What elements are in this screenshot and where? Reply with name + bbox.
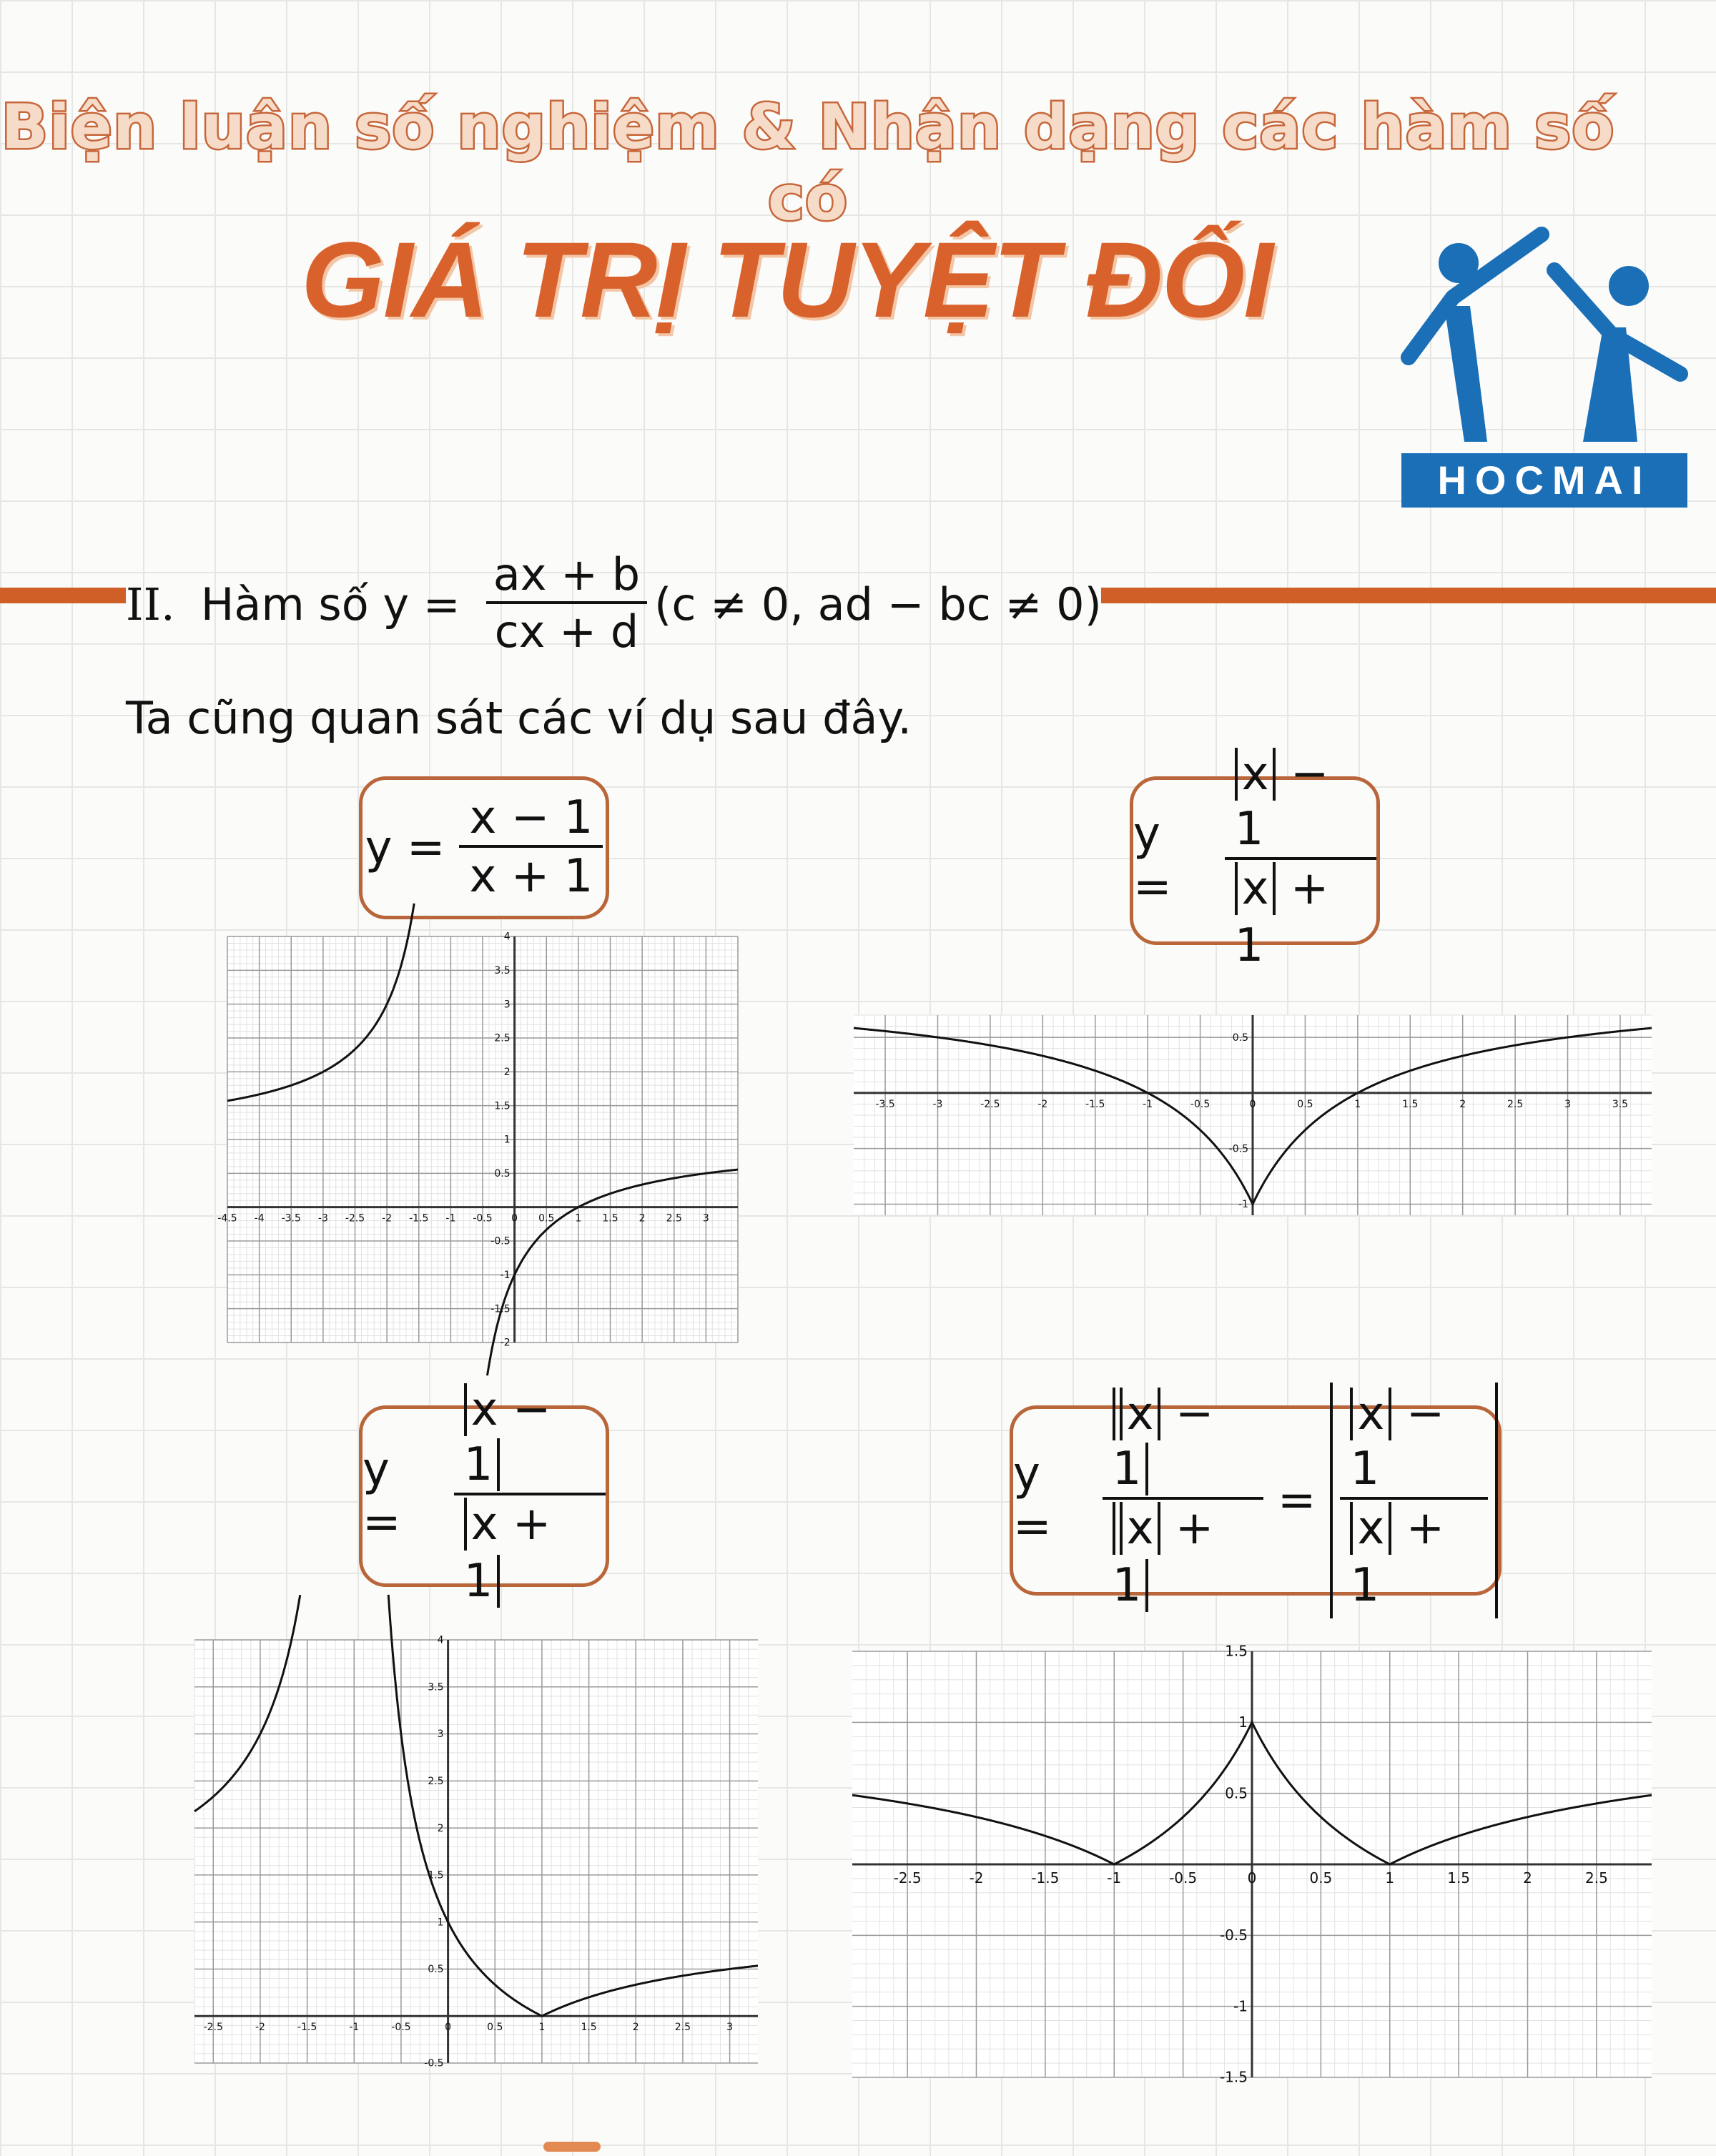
section-label: Hàm số y = <box>200 578 460 631</box>
section-number: II. <box>126 578 175 631</box>
section-bar-right <box>1101 588 1716 603</box>
x-tick-label: 2 <box>638 1212 646 1225</box>
formula-4a-num <box>1103 1387 1263 1500</box>
y-tick-label: -1.5 <box>1219 2068 1248 2086</box>
x-tick-label: 3 <box>1564 1098 1571 1110</box>
y-tick-label: 1.5 <box>494 1100 511 1112</box>
chart-svg <box>854 1015 1652 1215</box>
x-tick-label: -2 <box>1037 1098 1048 1110</box>
x-tick-label: 1.5 <box>1402 1098 1419 1110</box>
formula-3-den <box>454 1495 606 1610</box>
formula-3-fraction <box>454 1383 606 1610</box>
x-tick-label: -1.5 <box>297 2022 317 2034</box>
chart-svg <box>217 931 738 1349</box>
x-tick-label: -0.5 <box>1169 1869 1198 1886</box>
x-tick-label: 2 <box>632 2022 639 2034</box>
y-tick-label: 2 <box>437 1822 444 1834</box>
x-tick-label: -1.5 <box>1085 1098 1105 1110</box>
formula-4-fraction-b <box>1340 1387 1488 1614</box>
formula-2-den <box>1225 860 1376 974</box>
x-tick-label: 0.5 <box>538 1212 555 1225</box>
x-tick-label: -3 <box>932 1098 943 1110</box>
graph-1 <box>217 931 738 1349</box>
y-tick-label: -1 <box>1233 1997 1248 2015</box>
formula-box-1 <box>359 776 609 919</box>
graph-3 <box>194 1634 758 2070</box>
x-tick-label: 0.5 <box>1297 1098 1313 1110</box>
formula-1-num: x − 1 <box>459 791 603 849</box>
x-tick-label: -2.5 <box>893 1869 922 1886</box>
y-tick-label: -1 <box>500 1270 511 1281</box>
formula-4b-num <box>1340 1387 1488 1500</box>
x-tick-label: 1 <box>1385 1869 1395 1886</box>
formula-4b-den-abs: x <box>1350 1502 1391 1555</box>
formula-4-lhs: y = <box>1013 1448 1052 1553</box>
x-tick-label: -2.5 <box>980 1098 1000 1110</box>
x-tick-label: 3 <box>702 1212 709 1225</box>
x-tick-label: 1.5 <box>581 2022 597 2034</box>
intro-text: Ta cũng quan sát các ví dụ sau đây. <box>126 692 912 744</box>
section-condition: (c ≠ 0, ad − bc ≠ 0) <box>654 578 1102 631</box>
y-tick-label: 1 <box>503 1134 511 1146</box>
y-tick-label: 4 <box>503 931 511 943</box>
x-tick-label: -4.5 <box>217 1212 237 1225</box>
x-tick-label: 1 <box>1354 1098 1361 1110</box>
formula-4a-num-abs: x <box>1120 1388 1161 1440</box>
x-tick-label: -1 <box>445 1212 456 1225</box>
logo-text: HOCMAI <box>1401 453 1687 508</box>
x-tick-label: -2 <box>382 1212 393 1225</box>
formula-2-num <box>1225 747 1376 860</box>
y-tick-label: 4 <box>437 1634 444 1646</box>
formula-4a-den-outer <box>1113 1502 1214 1612</box>
x-tick-label: -1 <box>1143 1098 1153 1110</box>
section-denominator: cx + d <box>494 605 639 658</box>
y-tick-label: 0.5 <box>1225 1784 1248 1802</box>
x-tick-label: 0 <box>1247 1869 1257 1886</box>
y-tick-label: 2.5 <box>494 1032 511 1044</box>
x-tick-label: 2 <box>1523 1869 1532 1886</box>
formula-3-den-abs: x + 1 <box>463 1497 551 1608</box>
x-tick-label: 1.5 <box>1447 1869 1471 1886</box>
formula-3-lhs: y = <box>363 1443 401 1549</box>
y-tick-label: 2 <box>503 1067 511 1078</box>
graph-2 <box>854 1015 1652 1215</box>
x-tick-label: 2.5 <box>674 2022 691 2034</box>
y-tick-label: -1 <box>1238 1199 1248 1211</box>
bottom-fragment <box>543 2142 601 2152</box>
formula-2-num-rest: − 1 <box>1234 748 1329 856</box>
x-tick-label: 0 <box>445 2022 452 2034</box>
x-tick-label: -3.5 <box>875 1098 895 1110</box>
x-tick-label: 2 <box>1459 1098 1466 1110</box>
title-line-2: GIÁ TRỊ TUYỆT ĐỐI <box>301 219 1272 340</box>
graph-4 <box>852 1642 1652 2086</box>
formula-1-fraction <box>459 791 603 906</box>
x-tick-label: -3 <box>317 1212 328 1225</box>
y-tick-label: -0.5 <box>1219 1927 1248 1944</box>
y-tick-label: 0.5 <box>494 1168 511 1180</box>
y-tick-label: -0.5 <box>1228 1143 1248 1155</box>
x-tick-label: 3.5 <box>1612 1098 1629 1110</box>
x-tick-label: -2.5 <box>203 2022 223 2034</box>
chart-svg <box>852 1642 1652 2086</box>
formula-4b-den <box>1340 1500 1488 1614</box>
formula-1-lhs: y = <box>365 821 445 874</box>
x-tick-label: -0.5 <box>391 2022 411 2034</box>
y-tick-label: 0.5 <box>1232 1032 1248 1044</box>
formula-2-den-rest: + 1 <box>1234 861 1329 972</box>
y-tick-label: 1.5 <box>1225 1642 1248 1660</box>
formula-4a-num-rest: − 1 <box>1112 1388 1214 1495</box>
y-tick-label: -0.5 <box>490 1235 511 1247</box>
formula-2-fraction <box>1225 747 1376 974</box>
x-tick-label: 1 <box>575 1212 582 1225</box>
formula-4a-num-outer <box>1113 1388 1214 1495</box>
y-tick-label: 1.5 <box>428 1869 444 1881</box>
section-numerator: ax + b <box>486 548 647 604</box>
x-tick-label: 2.5 <box>1507 1098 1524 1110</box>
x-tick-label: 1.5 <box>602 1212 618 1225</box>
x-tick-label: 2.5 <box>1584 1869 1608 1886</box>
x-tick-label: -1.5 <box>409 1212 429 1225</box>
x-tick-label: 0 <box>511 1212 518 1225</box>
y-tick-label: 1 <box>437 1917 444 1929</box>
x-tick-label: 0.5 <box>487 2022 503 2034</box>
x-tick-label: -0.5 <box>473 1212 493 1225</box>
section-fraction <box>486 548 647 660</box>
y-tick-label: -1.5 <box>490 1303 511 1315</box>
formula-4-equals: = <box>1277 1474 1316 1527</box>
formula-4b-num-abs: x <box>1350 1388 1391 1440</box>
y-tick-label: -0.5 <box>424 2057 444 2070</box>
x-tick-label: -1 <box>349 2022 360 2034</box>
y-tick-label: -2 <box>500 1337 511 1349</box>
formula-4a-den-rest: + 1 <box>1112 1501 1214 1612</box>
section-bar-left <box>0 588 126 603</box>
formula-4-fraction-a <box>1103 1387 1263 1614</box>
formula-3-num-abs: x − 1 <box>463 1383 551 1491</box>
formula-box-2 <box>1130 748 1380 972</box>
x-tick-label: 2.5 <box>666 1212 682 1225</box>
chart-svg <box>194 1634 758 2070</box>
formula-3-num <box>454 1383 606 1495</box>
formula-4b-num-rest: − 1 <box>1350 1388 1445 1495</box>
formula-4a-den <box>1103 1500 1263 1614</box>
y-tick-label: 3 <box>437 1729 444 1741</box>
title-line-1: Biện luận số nghiệm & Nhận dạng các hàm số có <box>1 92 1615 234</box>
x-tick-label: -2 <box>255 2022 265 2034</box>
y-tick-label: 0.5 <box>428 1964 444 1976</box>
x-tick-label: 3 <box>726 2022 734 2034</box>
section-heading <box>126 550 1102 658</box>
x-tick-label: -0.5 <box>1190 1098 1210 1110</box>
x-tick-label: 0 <box>1249 1098 1256 1110</box>
x-tick-label: -2.5 <box>345 1212 365 1225</box>
x-tick-label: 0.5 <box>1309 1869 1333 1886</box>
formula-4a-den-abs: x <box>1120 1502 1161 1555</box>
y-tick-label: 3 <box>503 999 511 1011</box>
formula-1-den: x + 1 <box>469 850 593 904</box>
x-tick-label: -3.5 <box>281 1212 301 1225</box>
y-tick-label: 2.5 <box>428 1776 444 1787</box>
x-tick-label: -4 <box>254 1212 265 1225</box>
formula-box-4 <box>1010 1388 1502 1612</box>
y-tick-label: 1 <box>1238 1714 1248 1731</box>
x-tick-label: -1 <box>1107 1869 1122 1886</box>
formula-2-num-abs: x <box>1235 748 1276 801</box>
formula-2-den-abs: x <box>1235 862 1276 915</box>
formula-box-3 <box>359 1383 609 1608</box>
formula-4b-den-rest: + 1 <box>1350 1501 1445 1612</box>
x-tick-label: -1.5 <box>1031 1869 1060 1886</box>
x-tick-label: -2 <box>969 1869 984 1886</box>
y-tick-label: 3.5 <box>494 965 511 976</box>
y-tick-label: 3.5 <box>428 1681 444 1693</box>
formula-2-lhs: y = <box>1133 808 1172 914</box>
formula-4-abs-wrapper <box>1330 1383 1498 1618</box>
x-tick-label: 1 <box>538 2022 546 2034</box>
